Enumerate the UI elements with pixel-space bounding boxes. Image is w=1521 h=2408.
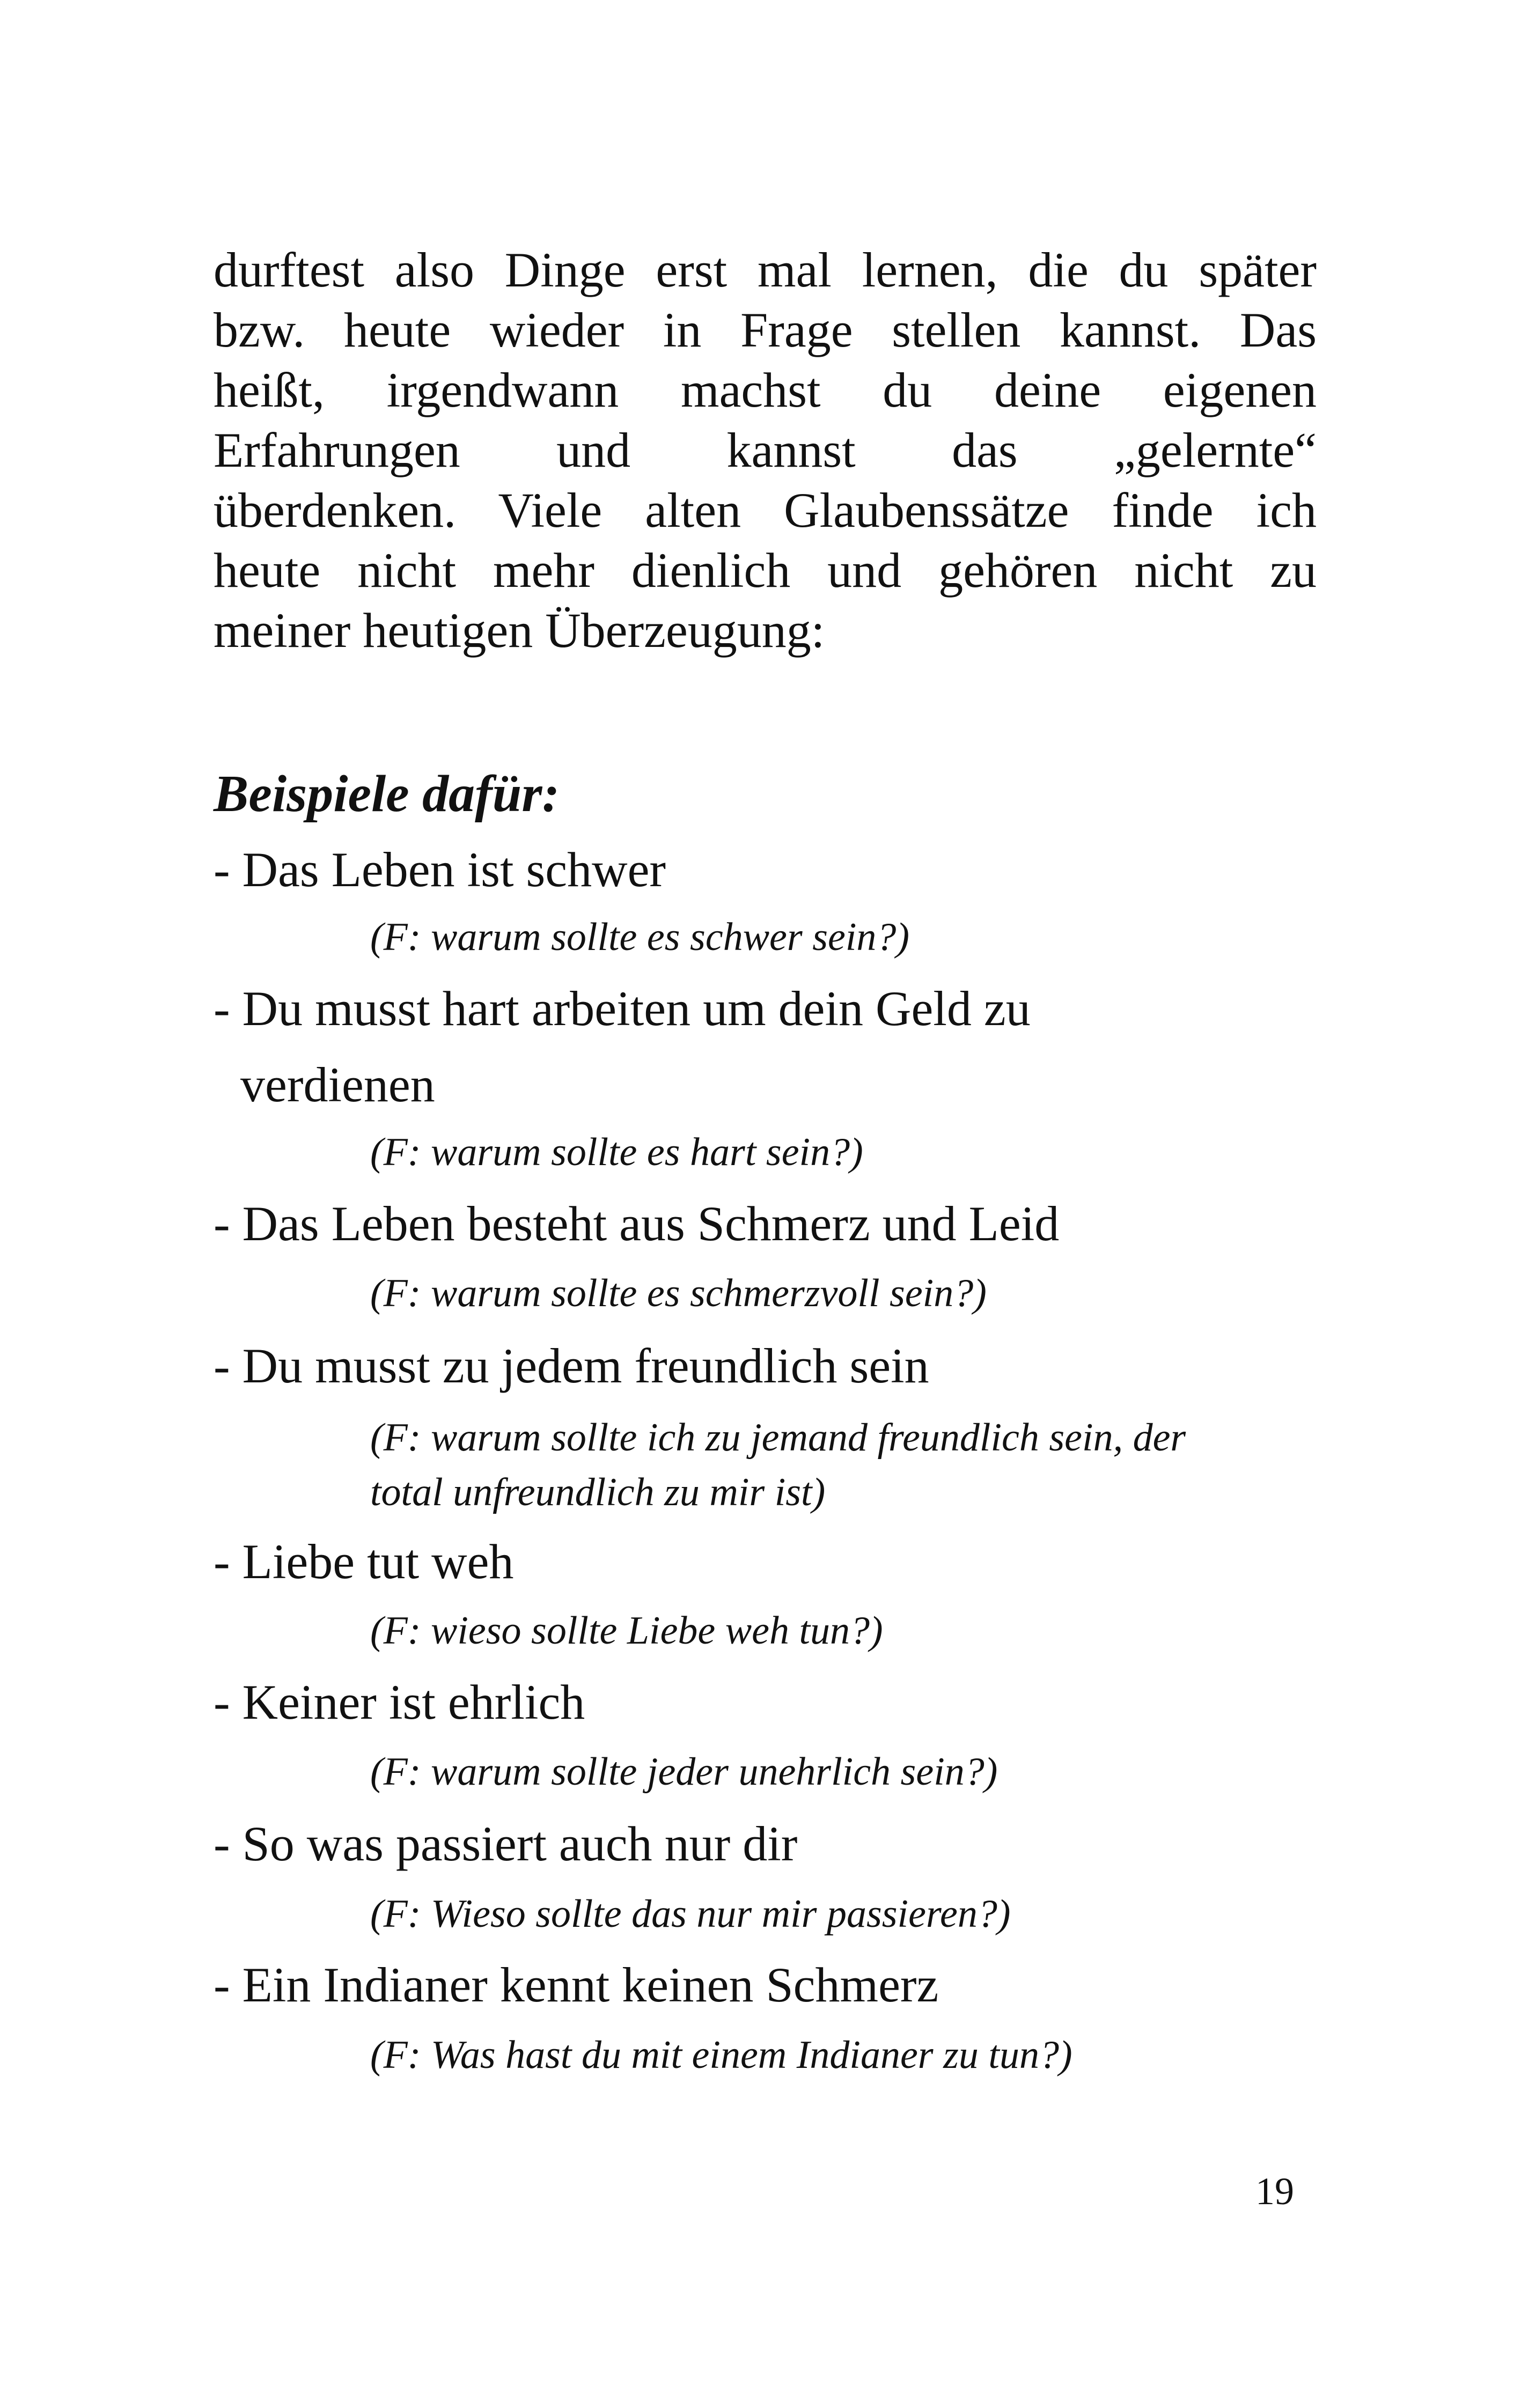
paragraph-line: überdenken. Viele alten Glaubenssätze finde ich [214, 483, 1317, 537]
belief-question: (F: Was hast du mit einem Indianer zu tun?) [370, 2033, 1072, 2077]
belief-item: - So was passiert auch nur dir [214, 1816, 798, 1871]
belief-item: - Das Leben besteht aus Schmerz und Leid [214, 1196, 1060, 1251]
belief-item: - Du musst hart arbeiten um dein Geld zu [214, 981, 1031, 1036]
belief-question: (F: warum sollte es hart sein?) [370, 1130, 863, 1174]
paragraph-line: bzw. heute wieder in Frage stellen kannst. Das [214, 303, 1317, 357]
belief-question: (F: warum sollte jeder unehrlich sein?) [370, 1750, 998, 1794]
page-number: 19 [1255, 2170, 1294, 2213]
belief-item: - Ein Indianer kennt keinen Schmerz [214, 1957, 939, 2012]
belief-question: (F: warum sollte es schmerzvoll sein?) [370, 1271, 987, 1315]
paragraph-line: heißt, irgendwann machst du deine eigenen [214, 363, 1317, 417]
belief-item-continuation: verdienen [240, 1057, 435, 1112]
belief-item: - Keiner ist ehrlich [214, 1675, 585, 1729]
belief-question-continuation: total unfreundlich zu mir ist) [370, 1470, 826, 1514]
belief-item: - Das Leben ist schwer [214, 842, 666, 897]
belief-item: - Du musst zu jedem freundlich sein [214, 1338, 929, 1393]
paragraph-line: Erfahrungen und kannst das „gelernte“ [214, 423, 1317, 477]
section-heading: Beispiele dafür: [214, 765, 560, 823]
paragraph-line: meiner heutigen Überzeugung: [214, 603, 825, 658]
paragraph-line: durftest also Dinge erst mal lernen, die du später [214, 242, 1317, 297]
belief-item: - Liebe tut weh [214, 1534, 514, 1589]
belief-question: (F: warum sollte es schwer sein?) [370, 915, 910, 959]
paragraph-line: heute nicht mehr dienlich und gehören nicht zu [214, 543, 1317, 598]
belief-question: (F: warum sollte ich zu jemand freundlich sein, der [370, 1416, 1186, 1460]
belief-question: (F: wieso sollte Liebe weh tun?) [370, 1609, 883, 1653]
belief-question: (F: Wieso sollte das nur mir passieren?) [370, 1892, 1011, 1936]
